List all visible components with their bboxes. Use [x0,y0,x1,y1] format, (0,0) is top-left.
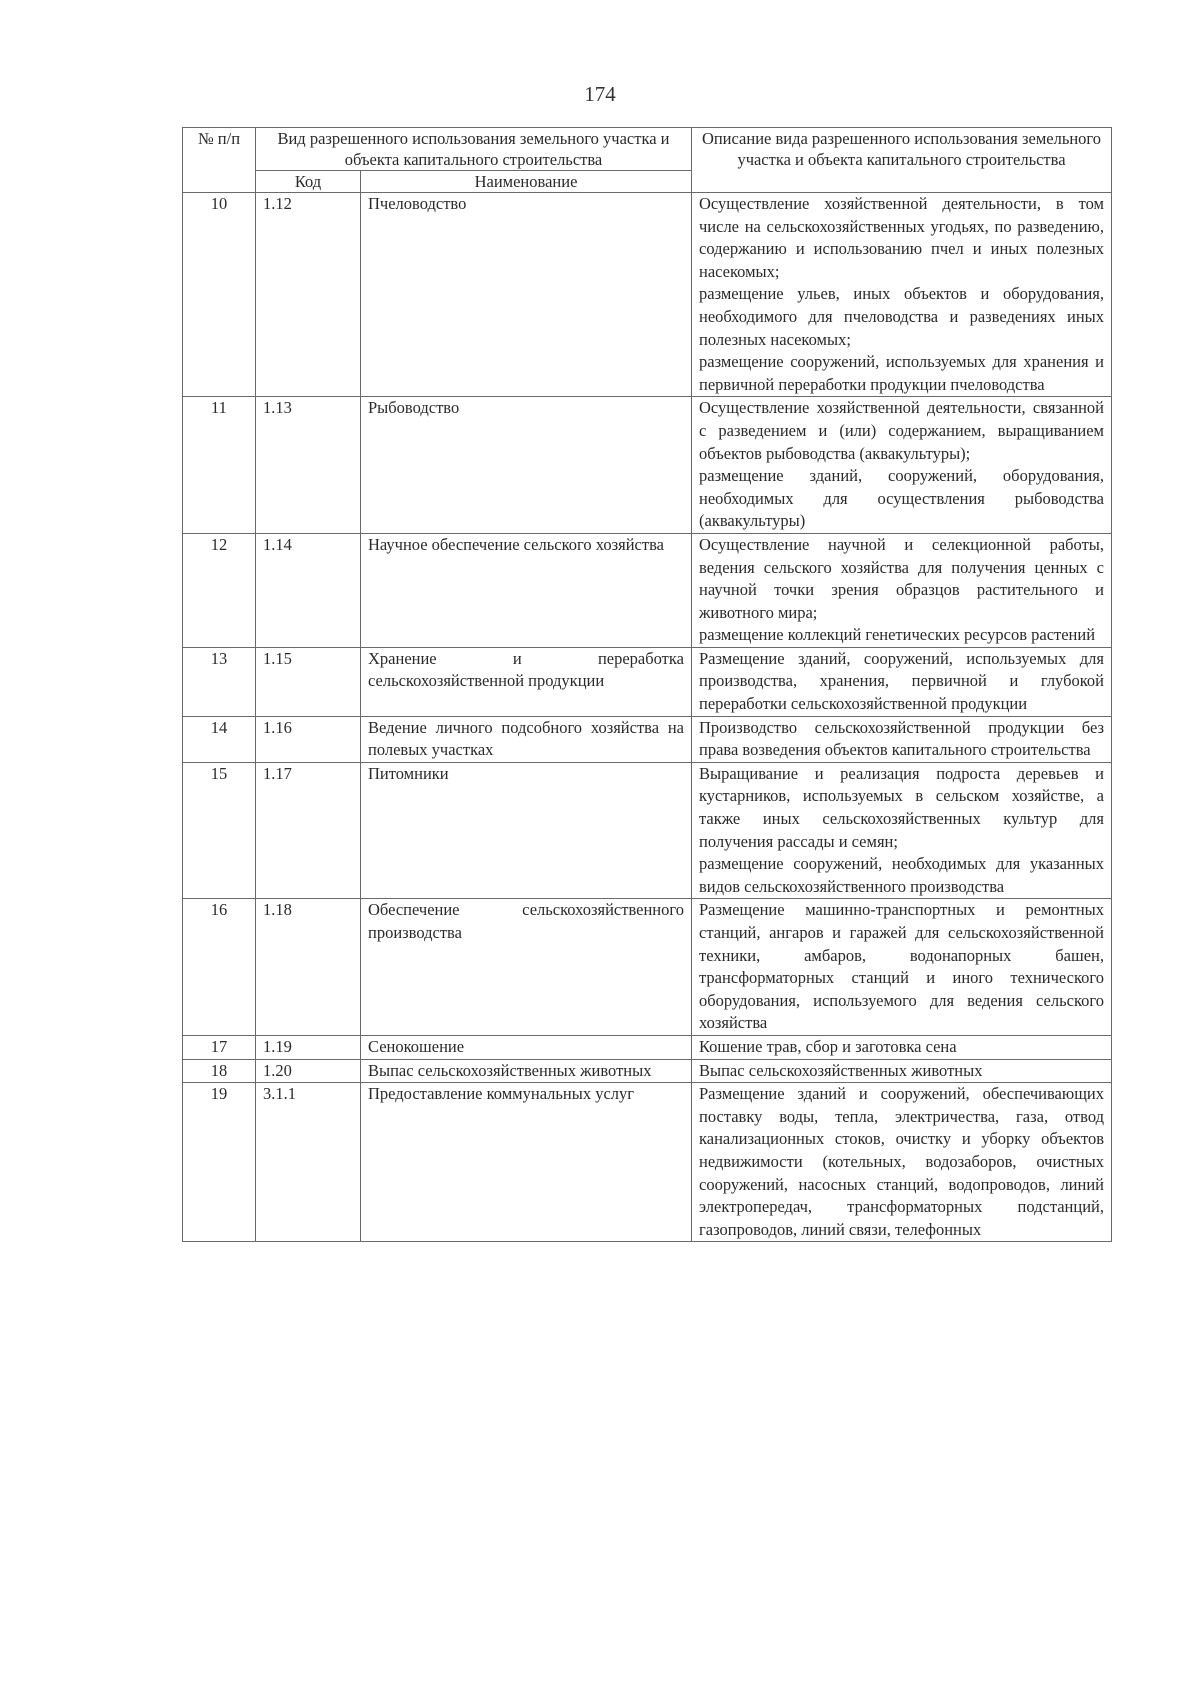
row-code: 1.19 [256,1035,361,1059]
description-paragraph: Размещение машинно-транспортных и ремонтных станций, ангаров и гаражей для сельскохозяйственной техники, амбаров, водонапорных башен, трансформаторных станций и иного технического оборудования, используемого для ведения сельского хозяйства [699,900,1104,1033]
header-usage-group: Вид разрешенного использования земельного участка и объекта капитального строительства [256,128,692,171]
header-number: № п/п [183,128,256,193]
row-name: Выпас сельскохозяйственных животных [361,1059,692,1083]
row-code: 1.20 [256,1059,361,1083]
row-name: Хранение и переработка сельскохозяйственной продукции [361,647,692,716]
header-code: Код [256,171,361,193]
row-code: 1.18 [256,899,361,1036]
row-number: 11 [183,397,256,534]
row-name: Предоставление коммунальных услуг [361,1083,692,1242]
row-code: 1.15 [256,647,361,716]
row-name: Обеспечение сельскохозяйственного производства [361,899,692,1036]
row-number: 18 [183,1059,256,1083]
description-paragraph: Осуществление хозяйственной деятельности, связанной с разведением и (или) содержанием, выращиванием объектов рыбоводства (аквакультуры); [699,398,1104,463]
row-description [692,647,1112,716]
row-name: Питомники [361,762,692,899]
table-row [183,716,1112,762]
row-number: 17 [183,1035,256,1059]
row-number: 10 [183,193,256,397]
row-code: 1.17 [256,762,361,899]
description-paragraph: Производство сельскохозяйственной продукции без права возведения объектов капитального строительства [699,717,1104,760]
row-name: Сенокошение [361,1035,692,1059]
description-paragraph: Осуществление научной и селекционной работы, ведения сельского хозяйства для получения ценных с научной точки зрения образцов растительного и животного мира; [699,534,1104,622]
row-code: 1.14 [256,533,361,647]
row-description [692,193,1112,397]
row-number: 14 [183,716,256,762]
header-name: Наименование [361,171,692,193]
table-row [183,762,1112,899]
row-description [692,533,1112,647]
land-use-table [182,127,1112,1242]
row-description [692,762,1112,899]
page-number: 174 [584,82,616,106]
row-name: Ведение личного подсобного хозяйства на полевых участках [361,716,692,762]
description-paragraph: размещение зданий, сооружений, оборудования, необходимых для осуществления рыбоводства (аквакультуры) [699,466,1104,531]
description-paragraph: размещение сооружений, необходимых для указанных видов сельскохозяйственного производства [699,854,1104,896]
description-paragraph: Размещение зданий и сооружений, обеспечивающих поставку воды, тепла, электричества, газа, отвод канализационных стоков, очистку и уборку объектов недвижимости (котельных, водозаборов, очистных сооружений, насосных станций, водопроводов, линий электропередач, трансформаторных подстанций, газопроводов, линий связи, телефонных [699,1084,1104,1239]
description-paragraph: Выращивание и реализация подроста деревьев и кустарников, используемых в сельском хозяйстве, а также иных сельскохозяйственных культур для получения рассады и семян; [699,763,1104,851]
row-name: Рыбоводство [361,397,692,534]
row-number: 15 [183,762,256,899]
header-description: Описание вида разрешенного использования земельного участка и объекта капитального строительства [692,128,1112,193]
row-number: 13 [183,647,256,716]
row-description [692,716,1112,762]
row-description [692,1035,1112,1059]
table-row [183,647,1112,716]
table-row [183,397,1112,534]
row-number: 12 [183,533,256,647]
table-row [183,533,1112,647]
table-row [183,1083,1112,1242]
table-row [183,193,1112,397]
description-paragraph: Осуществление хозяйственной деятельности, в том числе на сельскохозяйственных угодьях, по разведению, содержанию и использованию пчел и иных полезных насекомых; [699,194,1104,281]
row-description [692,397,1112,534]
row-code: 1.13 [256,397,361,534]
description-paragraph: Размещение зданий, сооружений, используемых для производства, хранения, первичной и глубокой переработки сельскохозяйственной продукции [699,648,1104,714]
description-paragraph: размещение коллекций генетических ресурсов растений [699,625,1096,645]
row-code: 1.12 [256,193,361,397]
row-name: Научное обеспечение сельского хозяйства [361,533,692,647]
row-number: 16 [183,899,256,1036]
description-paragraph: Кошение трав, сбор и заготовка сена [699,1036,957,1056]
description-paragraph: Выпас сельскохозяйственных животных [699,1060,983,1080]
description-paragraph: размещение сооружений, используемых для хранения и первичной переработки продукции пчеловодства [699,352,1104,394]
row-description [692,1059,1112,1083]
row-number: 19 [183,1083,256,1242]
row-description [692,899,1112,1036]
table-row [183,899,1112,1036]
row-description [692,1083,1112,1242]
table-body [183,193,1112,1242]
row-code: 1.16 [256,716,361,762]
table-row [183,1059,1112,1083]
description-paragraph: размещение ульев, иных объектов и оборудования, необходимого для пчеловодства и разведениях иных полезных насекомых; [699,284,1104,349]
row-name: Пчеловодство [361,193,692,397]
row-code: 3.1.1 [256,1083,361,1242]
table-row [183,1035,1112,1059]
